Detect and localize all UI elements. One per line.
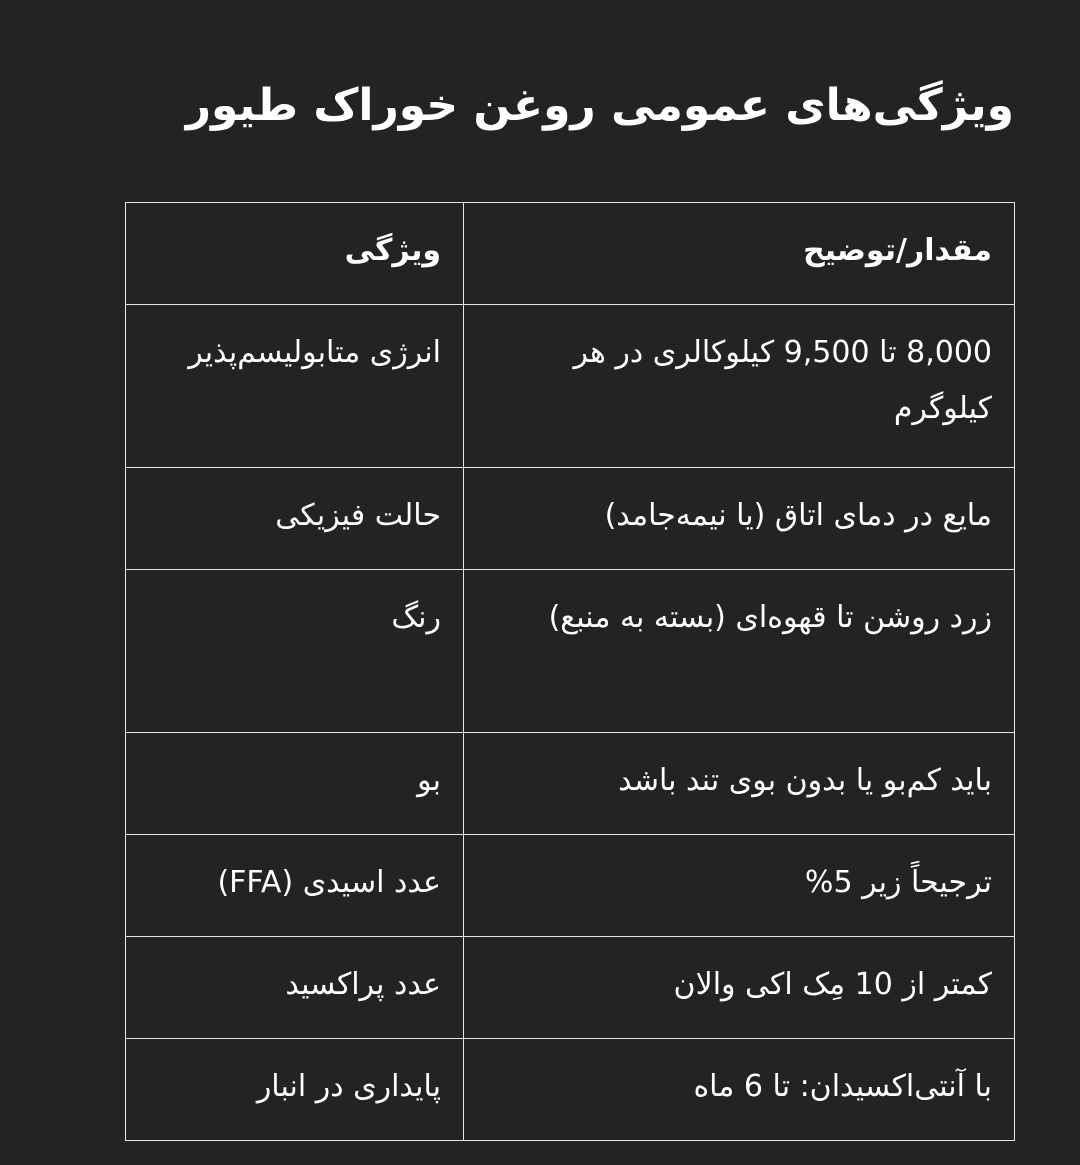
cell-property: انرژی متابولیسم‌پذیر	[126, 305, 464, 468]
header-value: مقدار/توضیح	[464, 203, 1015, 305]
cell-property: پایداری در انبار	[126, 1039, 464, 1141]
header-property: ویژگی	[126, 203, 464, 305]
cell-value: 8,000 تا 9,500 کیلوکالری در هر کیلوگرم	[464, 305, 1015, 468]
table-row	[126, 733, 1015, 835]
cell-property: عدد اسیدی (FFA)	[126, 835, 464, 937]
cell-value: کمتر از 10 مِک اکی والان	[464, 937, 1015, 1039]
page-title: ویژگی‌های عمومی روغن خوراک طیور	[185, 80, 1014, 131]
cell-property: عدد پراکسید	[126, 937, 464, 1039]
cell-property: حالت فیزیکی	[126, 468, 464, 570]
table-row	[126, 1039, 1015, 1141]
cell-value: با آنتی‌اکسیدان: تا 6 ماه	[464, 1039, 1015, 1141]
table-header-row	[126, 203, 1015, 305]
table-row	[126, 937, 1015, 1039]
table-row	[126, 570, 1015, 733]
table-row	[126, 835, 1015, 937]
cell-property: رنگ	[126, 570, 464, 733]
cell-value: باید کم‌بو یا بدون بوی تند باشد	[464, 733, 1015, 835]
properties-table	[125, 202, 1015, 1141]
cell-value: مایع در دمای اتاق (یا نیمه‌جامد)	[464, 468, 1015, 570]
table-row	[126, 468, 1015, 570]
cell-property: بو	[126, 733, 464, 835]
cell-value: زرد روشن تا قهوه‌ای (بسته به منبع)	[464, 570, 1015, 733]
table-row	[126, 305, 1015, 468]
cell-value: ترجیحاً زیر 5%	[464, 835, 1015, 937]
